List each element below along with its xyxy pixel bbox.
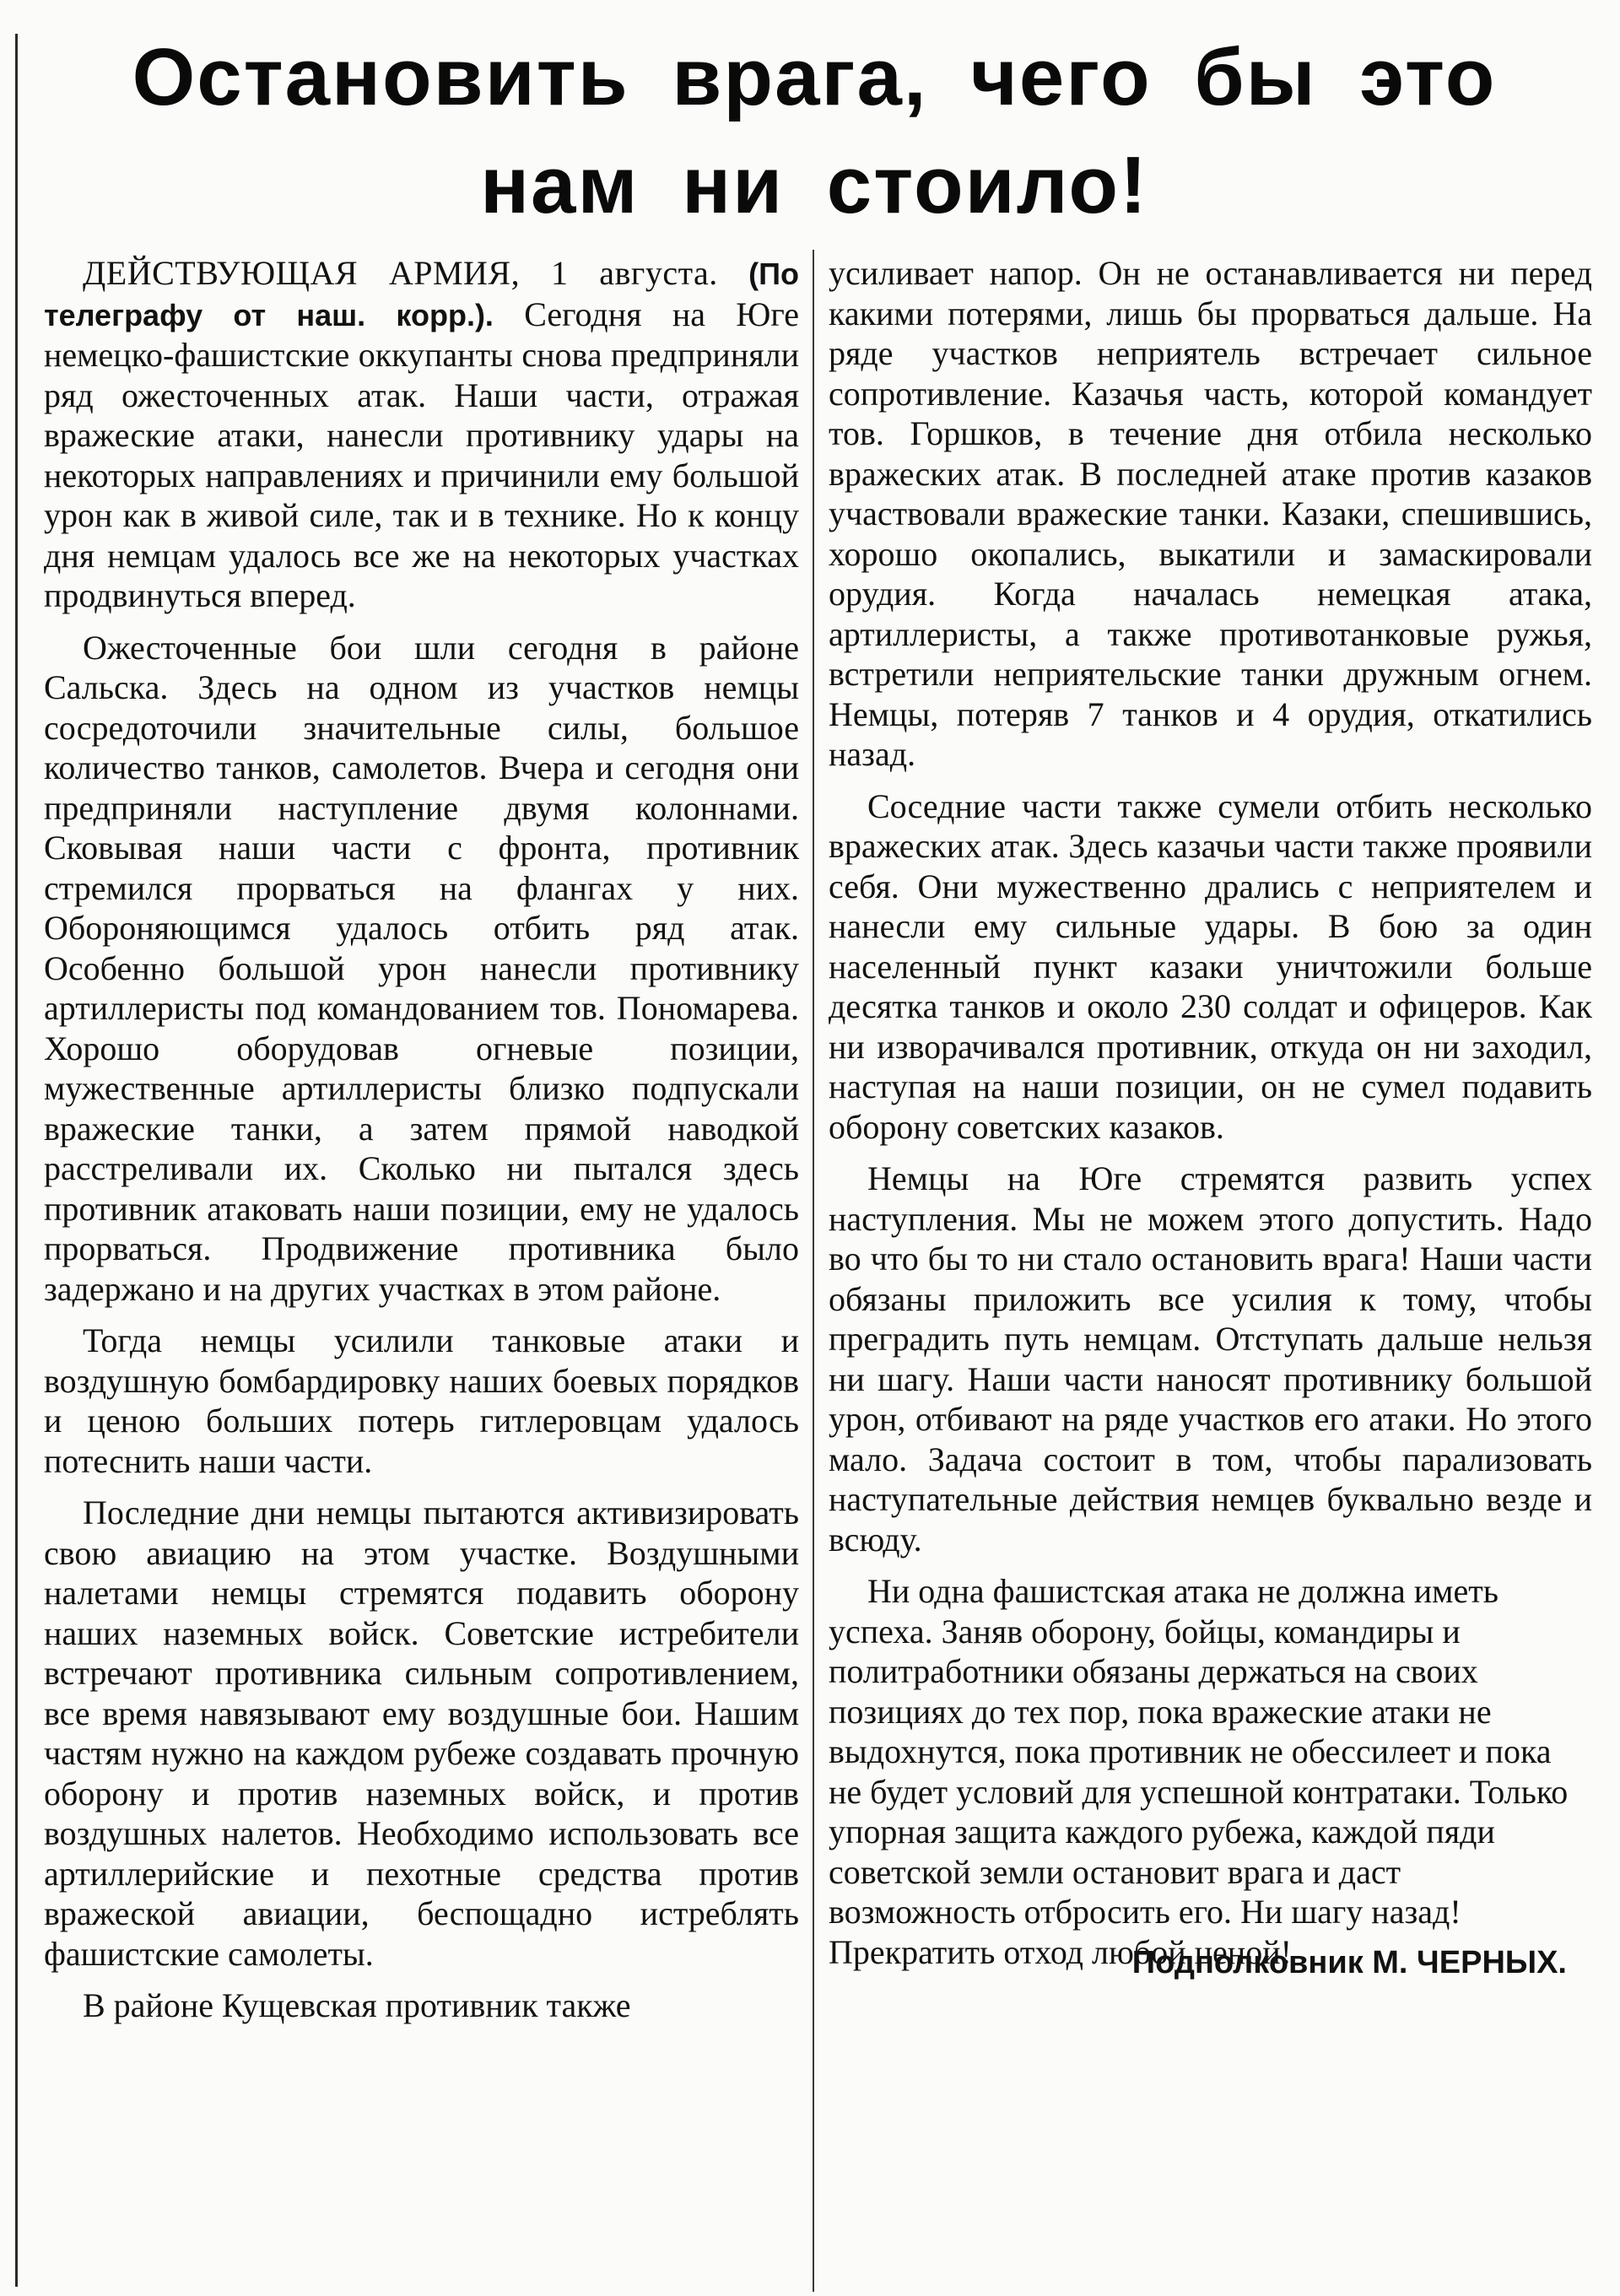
- article-paragraph-5-end: усиливает напор. Он не останавливается ни перед какими потерями, лишь бы прорваться дальше. На ряде участков неприятель встречает сильное сопротивление. Казачья часть, которой командует тов. Горшков, в течение дня отбила несколько вражеских атак. В последней атаке против казаков участвовали вражеские танки. Казаки, спешившись, хорошо окопались, выкатили и замаскировали орудия. Когда началась немецкая атака, артиллеристы, а также противотанковые ружья, встретили неприятельские танки дружным огнем. Немцы, потеряв 7 танков и 4 орудия, откатились назад.: [829, 254, 1592, 773]
- headline-line-1: Остановить врага, чего бы это: [132, 32, 1497, 122]
- article-paragraph-8: Ни одна фашистская атака не должна иметь успеха. Заняв оборону, бойцы, командиры и политработники обязаны держаться на своих позициях до тех пор, пока вражеские атаки не выдохнутся, пока противник не обессилеет и пока не будет условий для успешной контратаки. Только упорная защита каждого рубежа, каждой пяди советской земли остановит врага и даст возможность отбросить его. Ни шагу назад! Прекратить отход любой ценой!: [829, 1572, 1569, 1971]
- author-signature: Подполковник М. ЧЕРНЫХ.: [1131, 1945, 1567, 1980]
- article-paragraph-7: Немцы на Юге стремятся развить успех наступления. Мы не можем этого допустить. Надо во что бы то ни стало остановить врага! Наши части обязаны приложить все усилия к тому, чтобы преградить путь немцам. Отступать дальше нельзя ни шагу. Наши части наносят противнику большой урон, отбивают на ряде участков его атаки. Но этого мало. Задача состоит в том, чтобы парализовать наступательные действия немцев буквально везде и всюду.: [829, 1159, 1592, 1559]
- article-paragraph-2: Ожесточенные бои шли сегодня в районе Сальска. Здесь на одном из участков немцы сосредоточили значительные силы, большое количество танков, самолетов. Вчера и сегодня они предприняли наступление двумя колоннами. Сковывая наши части с фронта, противник стремился прорваться на флангах у них. Обороняющимся удалось отбить ряд атак. Особенно большой урон нанесли противнику артиллеристы под командованием тов. Пономарева. Хорошо оборудовав огневые позиции, мужественные артиллеристы близко подпускали вражеские танки, а затем прямой наводкой расстреливали их. Сколько ни пытался здесь противник атаковать наши позиции, ему не удалось прорваться. Продвижение противника было задержано и на других участках в этом районе.: [44, 628, 799, 1308]
- paragraph-1-text: Сегодня на Юге немецко-фашистские оккупанты снова предприняли ряд ожесточенных атак. Наши части, отражая вражеские атаки, нанесли противнику удары на некоторых направлениях и причинили ему большой урон как в живой силе, так и в технике. Но к концу дня немцам удалось все же на некоторых участках продвинуться вперед.: [44, 294, 799, 614]
- dateline: ДЕЙСТВУЮЩАЯ АРМИЯ, 1 августа.: [83, 254, 718, 292]
- article-column-left: [44, 253, 799, 2038]
- article-paragraph-5-start: В районе Кущевская противник также: [83, 1986, 631, 2024]
- headline-line-2: нам ни стоило!: [480, 140, 1148, 230]
- article-paragraph-3: Тогда немцы усилили танковые атаки и воздушную бомбардировку наших боевых порядков и ценою больших потерь гитлеровцам удалось потеснить наши части.: [44, 1321, 799, 1480]
- article-paragraph-1: [44, 253, 799, 616]
- column-divider: [813, 250, 814, 2292]
- article-column-right: [829, 253, 1592, 1984]
- source-note: (По телеграфу от наш. корр.).: [44, 257, 800, 332]
- left-margin-rule: [15, 34, 18, 2287]
- article-headline: [42, 24, 1586, 240]
- article-paragraph-6: Соседние части также сумели отбить несколько вражеских атак. Здесь казачьи части также проявили себя. Они мужественно дрались с неприятелем и нанесли ему сильные удары. В бою за один населенный пункт казаки уничтожили больше десятка танков и около 230 солдат и офицеров. Как ни изворачивался противник, откуда он ни заходил, наступая на наши позиции, он не сумел подавить оборону советских казаков.: [829, 786, 1592, 1146]
- article-paragraph-4: Последние дни немцы пытаются активизировать свою авиацию на этом участке. Воздушными налетами немцы стремятся подавить оборону наших наземных войск. Советские истребители встречают противника сильным сопротивлением, все время навязывают ему воздушные бои. Нашим частям нужно на каждом рубеже создавать прочную оборону и против наземных войск, и против воздушных налетов. Необходимо использовать все артиллерийские и пехотные средства против вражеской авиации, беспощадно истреблять фашистские самолеты.: [44, 1494, 799, 1973]
